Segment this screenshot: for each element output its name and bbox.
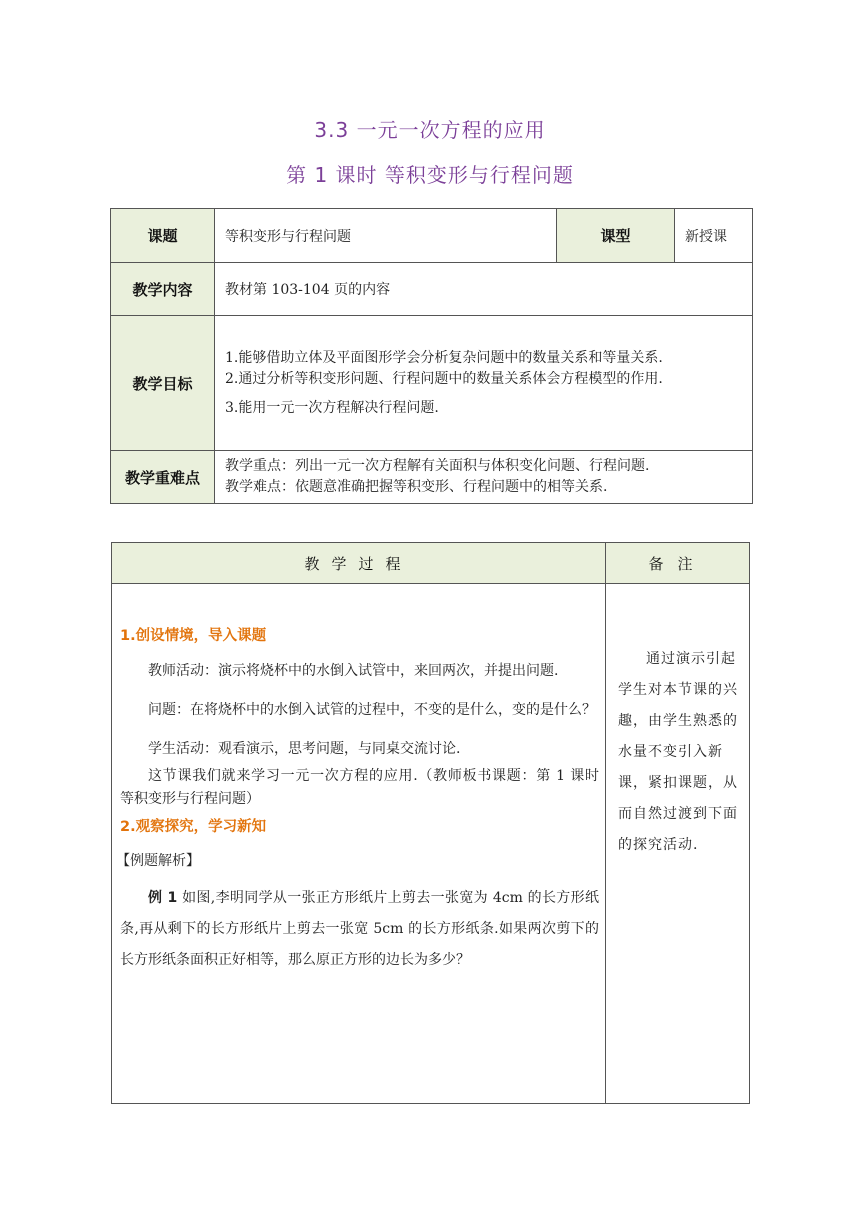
- difficulty-point: 教学难点：依题意准确把握等积变形、行程问题中的相等关系.: [225, 479, 608, 495]
- topic-label: 课题: [111, 209, 215, 263]
- content-value: 教材第 103-104 页的内容: [215, 263, 753, 316]
- process-header: 教学过程: [112, 543, 606, 584]
- notes-header: 备注: [606, 543, 750, 584]
- keypoints-label: 教学重难点: [111, 451, 215, 504]
- page-title: 3.3 一元一次方程的应用: [314, 118, 546, 142]
- type-value: 新授课: [675, 209, 753, 263]
- goal-item: 1.能够借助立体及平面图形学会分析复杂问题中的数量关系和等量关系.: [225, 349, 663, 366]
- process-content: [112, 584, 613, 1104]
- goal-item: 3.能用一元一次方程解决行程问题.: [225, 399, 439, 416]
- note-text: 通过演示引起学生对本节课的兴趣，由学生熟悉的水量不变引入新课，紧扣课题，从而自然过渡到下面的探究活动.: [606, 584, 750, 1104]
- info-row-content: [111, 263, 753, 316]
- section-title-explore: 2.观察探究，学习新知: [120, 819, 267, 835]
- content-label: 教学内容: [111, 263, 215, 316]
- goals-label: 教学目标: [111, 316, 215, 451]
- keypoints-cell: [215, 451, 753, 504]
- teaching-process-table: [111, 542, 750, 1104]
- lesson-intro: 这节课我们就来学习一元一次方程的应用.（教师板书课题：第 1 课时 等积变形与行程问题）: [120, 768, 613, 807]
- example-header: 【例题解析】: [116, 853, 200, 869]
- info-row-topic: [111, 209, 753, 263]
- section-title-intro: 1.创设情境，导入课题: [120, 628, 267, 644]
- question-text: 问题：在将烧杯中的水倒入试管的过程中，不变的是什么，变的是什么？: [148, 702, 596, 718]
- example-text: 如图,李明同学从一张正方形纸片上剪去一张宽为 4cm 的长方形纸条,再从剩下的长方形纸片上剪去一张宽 5cm 的长方形纸条.如果两次剪下的长方形纸条面积正好相等，那么原正方形的边长为多少？: [120, 890, 599, 968]
- key-point: 教学重点：列出一元一次方程解有关面积与体积变化问题、行程问题.: [225, 458, 650, 474]
- process-body-row: [112, 584, 750, 1104]
- page-subtitle: 第 1 课时 等积变形与行程问题: [286, 163, 574, 187]
- teacher-activity: 教师活动：演示将烧杯中的水倒入试管中，来回两次，并提出问题.: [148, 663, 559, 679]
- example-label: 例 1: [148, 890, 178, 906]
- topic-value: 等积变形与行程问题: [215, 209, 557, 263]
- type-label: 课型: [557, 209, 675, 263]
- info-row-goals: [111, 316, 753, 451]
- lesson-info-table: [110, 208, 753, 504]
- example-paragraph: [120, 883, 599, 976]
- goal-item: 2.通过分析等积变形问题、行程问题中的数量关系体会方程模型的作用.: [225, 370, 663, 387]
- goals-cell: [215, 316, 753, 451]
- process-header-row: [112, 543, 750, 584]
- student-activity: 学生活动：观看演示，思考问题，与同桌交流讨论.: [148, 741, 461, 757]
- info-row-keypoints: [111, 451, 753, 504]
